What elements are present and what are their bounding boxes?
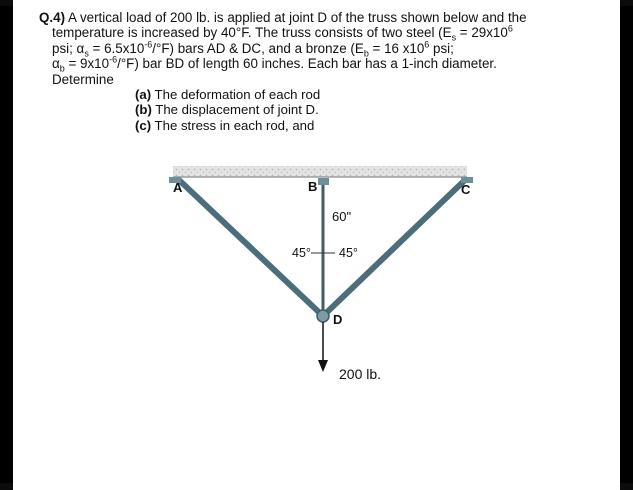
joint-d-pin: [317, 310, 329, 322]
label-c: C: [461, 182, 471, 197]
length-label: 60": [332, 209, 352, 224]
load-arrow-head: [318, 360, 328, 372]
question-line-4: $\alpha_b = 9x10^{-6}/^\circ F$) bar BD of length 60 inches. Each bar has a 1-inch diameter.: [52, 54, 497, 74]
load-label: 200 lb.: [339, 366, 382, 382]
question-number: Q.4): [39, 10, 66, 25]
sub-question-c: (c) The stress in each rod, and: [135, 117, 315, 133]
question-line-1: Q.4) A vertical load of 200 lb. is applied at joint D of the truss shown below and the: [39, 10, 527, 25]
label-a: A: [173, 180, 183, 195]
angle-right-label: 45°: [339, 246, 358, 260]
sub-question-b: (b) The displacement of joint D.: [135, 102, 319, 118]
label-d: D: [333, 312, 343, 327]
truss-figure: [13, 0, 620, 490]
question-line-2: temperature is increased by 40°F. The truss consists of two steel ($E_s = 29x10^6$: [52, 23, 513, 44]
document-page: [13, 0, 620, 490]
support-b-bracket: [318, 178, 329, 185]
ceiling-support: [173, 166, 467, 177]
angle-left-label: 45°: [292, 246, 311, 260]
question-line-3: psi; $\alpha_s = 6.5x10^{-6}/^\circ F$) bars AD & DC, and a bronze ($E_b = 16$ $x10^6$ psi;: [52, 39, 454, 59]
label-b: B: [308, 179, 318, 194]
question-line-5: Determine: [52, 71, 114, 87]
sub-question-a: (a) The deformation of each rod: [135, 87, 321, 103]
